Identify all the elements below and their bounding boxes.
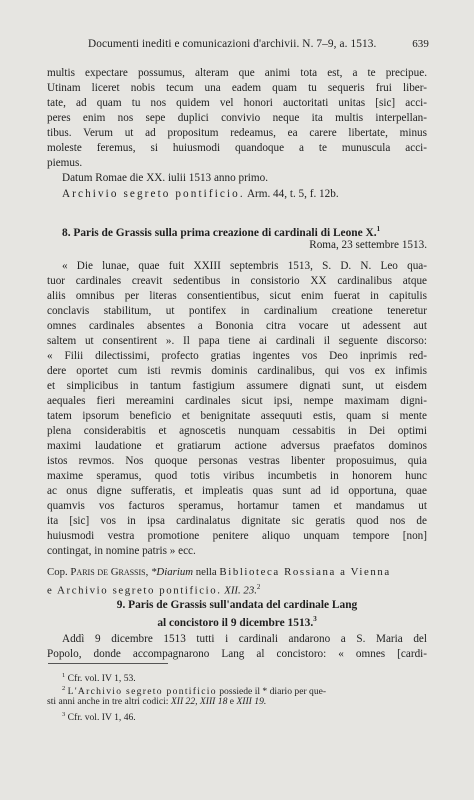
section-9-title-line2 — [0, 612, 474, 631]
text-line: piemus. — [47, 157, 83, 169]
footnote-2-archive: L'Archivio segreto pontificio — [67, 686, 217, 698]
archive-citation — [62, 187, 339, 202]
source-prefix: Cop. — [47, 566, 71, 578]
archive-name: Archivio segreto pontificio. — [62, 188, 245, 200]
section-8-title-text: 8. Paris de Grassis sulla prima creazione di cardinali di Leone X. — [62, 226, 377, 239]
text-line: Addì 9 dicembre 1513 tutti i cardinali andarono a S. Maria del — [62, 633, 427, 645]
date-line: Datum Romae die XX. iulii 1513 anno primo. — [62, 172, 269, 184]
text-line: ac onus digne sufferatis, et impleatis quas sunt ad id opportuna, quae — [47, 485, 427, 497]
source-author: Paris de Grassis — [70, 566, 146, 578]
text-line: peres enim nos sepe duplici convivio neque ita multis interpellan- — [47, 112, 427, 124]
text-line: et simplicibus in tantum fastigium assumere dignati sunt, ut eisdem — [47, 380, 427, 392]
source-library: Biblioteca Rossiana a Vienna — [219, 566, 391, 578]
source-diarium: *Diarium — [151, 566, 194, 578]
text-line: « Die lunae, quae fuit XXIII septembris 1513, S. D. N. Leo qua- — [62, 260, 427, 272]
source-comma: , — [145, 566, 152, 578]
source-archive: e Archivio segreto pontificio. — [47, 584, 222, 597]
text-line: istos revmos. Nos quoque personas vestras libenter proposuimus, quia — [47, 455, 427, 467]
section-8-place-date: Roma, 23 settembre 1513. — [309, 239, 427, 251]
running-title: Documenti inediti e comunicazioni d'archivii. N. 7–9, a. 1513. — [88, 38, 377, 50]
section-9-title-text: al concistoro il 9 dicembre 1513. — [157, 616, 314, 629]
footnote-2-line2 — [47, 696, 266, 708]
text-line: « Filii dilectissimi, profecto gratias ingentes vos Deo inprimis red- — [47, 350, 427, 362]
footnote-2-text: possiede il * diario per que- — [216, 686, 327, 698]
footnote-1-text: Cfr. vol. IV 1, 53. — [67, 673, 136, 685]
section-8-source-line2 — [47, 580, 260, 599]
text-line: contingat, in nomine patris » ecc. — [47, 545, 196, 557]
section-9-title-line1: 9. Paris de Grassis sull'andata del cardinale Lang — [116, 599, 358, 611]
page-number: 639 — [412, 38, 429, 50]
source-nella: nella — [193, 566, 220, 578]
footnote-3 — [62, 709, 136, 724]
footnote-3-number: 3 — [62, 711, 66, 718]
text-line: maxime speramus, quod totis viribus incumbetis in honorem hunc — [47, 470, 427, 482]
text-line: aliis omnibus per literas consentientibus, sicut enim fuerat in capitulis — [47, 290, 427, 302]
footnote-ref-2: 2 — [256, 583, 261, 591]
source-ref: XII. 23. — [221, 584, 257, 597]
footnote-ref-1: 1 — [376, 225, 381, 233]
footnote-2-codices-intro: sti anni anche in tre altri codici: — [47, 696, 171, 707]
text-line: Popolo, donde accompagnarono Lang al concistoro: « omnes [cardi- — [47, 648, 427, 660]
footnote-2-conjunction: e — [227, 696, 237, 707]
footnote-2-last-codex: XIII 19. — [236, 696, 267, 707]
section-8-source-line1 — [47, 565, 391, 580]
text-line: conclavis stabilitum, ut pontifex in cardinalium creatione teneretur — [47, 305, 427, 317]
text-line: huiusmodi vestra promotione penitere aliquo unquam tempore [non] — [47, 530, 427, 542]
text-line: tuor cardinales creavit sedentibus in consistorio XX cardinalibus atque — [47, 275, 427, 287]
footnote-2-number: 2 — [62, 685, 66, 692]
text-line: dere oportet cum isti revmis dominis cardinalibus, qui vos ex infimis — [47, 365, 427, 377]
text-line: tate, ad quam tu nos quidem vel honori auctoritati unitas [sic] acci- — [47, 97, 427, 109]
running-header — [88, 38, 429, 50]
text-line: omnes cardinales absentes a Bononia citra vocare ut adessent aut — [47, 320, 427, 332]
footnote-1-number: 1 — [62, 672, 66, 679]
text-line: saltem ut consentirent ». Il papa tiene ai cardinali il seguente discorso: — [47, 335, 427, 347]
footnote-ref-3: 3 — [313, 615, 317, 623]
archive-reference: Arm. 44, t. 5, f. 12b. — [246, 188, 339, 200]
text-line: moleste feremus, si huiusmodi quandoque a te munuscula acci- — [47, 142, 427, 154]
text-line: plena considerabitis et agnoscetis nunquam cessabitis in Dei optimi — [47, 425, 427, 437]
footnote-2-codices: XII 22, XIII 18 — [170, 696, 228, 707]
footnote-divider — [48, 663, 168, 664]
footnote-3-text: Cfr. vol. IV 1, 46. — [67, 712, 136, 724]
text-line: maximi laudatione et gratiarum actione adversus praefatos dominos — [47, 440, 427, 452]
text-line: multis expectare possumus, alteram que animi tota est, a te precipue. — [47, 67, 427, 79]
text-line: aequales fieri mereamini cardinales sicut ipsi, nempe maximam digni- — [47, 395, 427, 407]
text-line: quamvis vos facturos speramus, hortamur tamen et mandamus ut — [47, 500, 427, 512]
text-line: tatem ipsorum beneficio et benignitate assequuti estis, quam si mente — [47, 410, 427, 422]
text-line: tibus. Verum ut ad propositum redeamus, ea carere libertate, minus — [47, 127, 427, 139]
text-line: ita [sic] vos in ipsa cardinalatus dignitate sic geratis quod nos de — [47, 515, 427, 527]
text-line: Utinam liceret nobis tecum una eadem quam tu sequeris frui liber- — [47, 82, 427, 94]
